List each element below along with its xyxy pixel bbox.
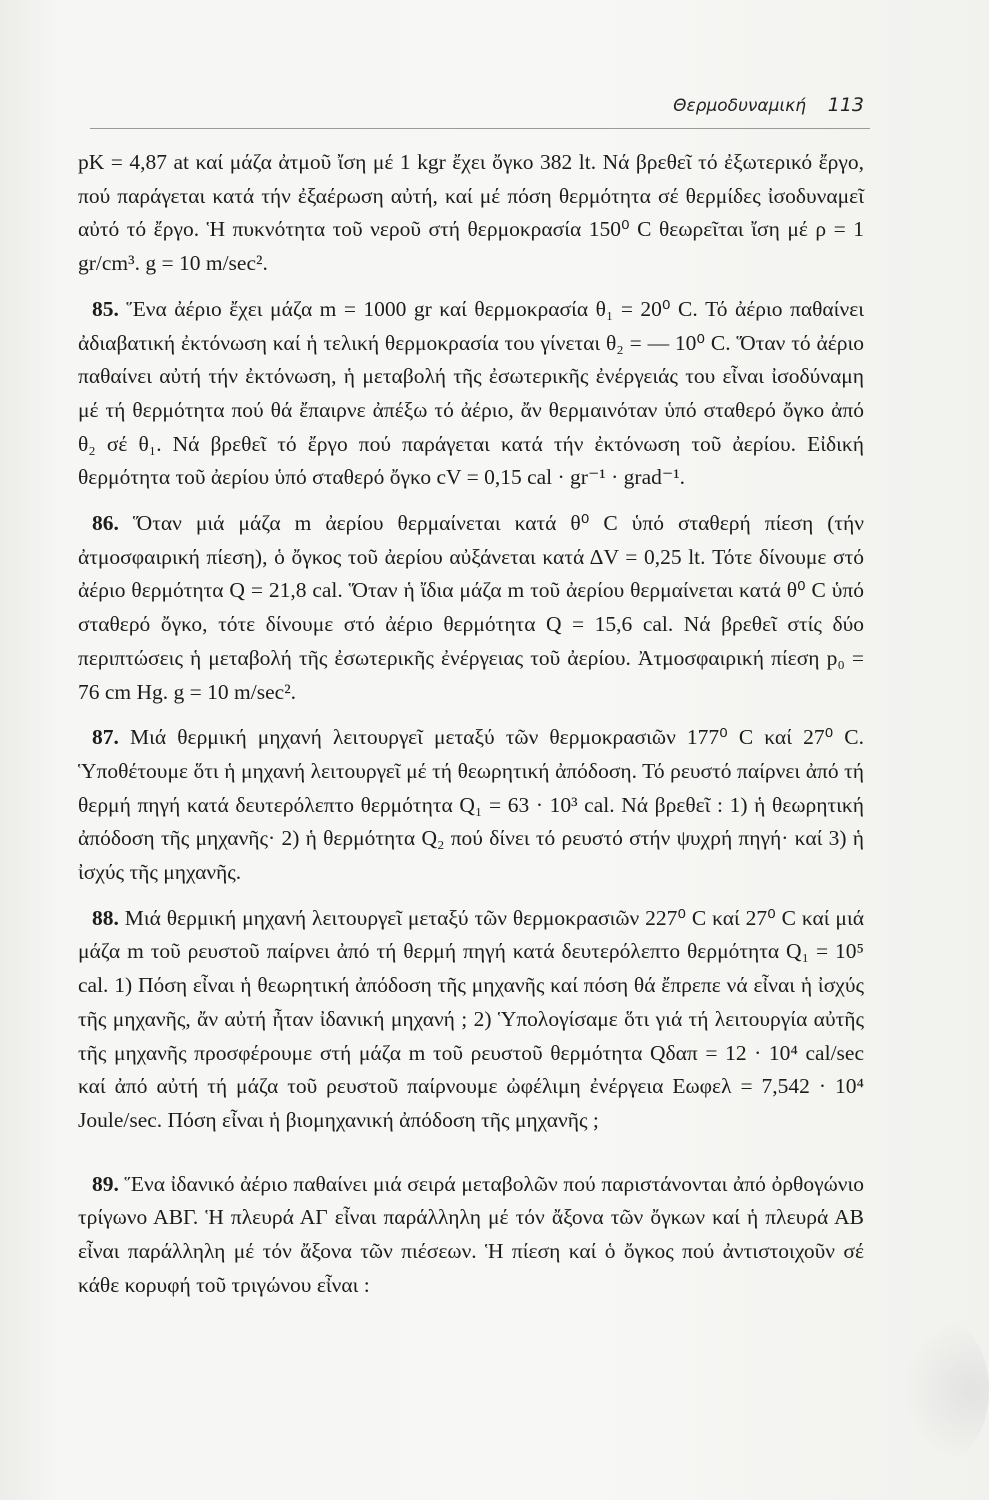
problem-85 [78,293,864,495]
running-head [590,92,870,122]
problem-number: 88. [92,905,119,930]
problem-88 [78,902,864,1138]
paragraph-text: pK = 4,87 at καί μάζα ἀτμοῦ ἴση μέ 1 kgr ἔχει ὄγκο 382 lt. Νά βρεθεῖ τό ἐξωτερικό ἔργο, πού παράγεται κατά τήν ἐξαέρωση αὐτή, καί μέ πόση θερμότητα σέ θερμίδες ἰσοδυναμεῖ αὐτό τό ἔργο. Ἡ πυκνότητα τοῦ νεροῦ στή θερμοκρασία 150⁰ C θεωρεῖται ἴση μέ ρ = 1 gr/cm³. g = 10 m/sec². [78,150,864,276]
problem-text: Ὅταν μιά μάζα m ἀερίου θερμαίνεται κατά θ⁰ C ὑπό σταθερή πίεση (τήν ἀτμοσφαιρική πίεση), ὁ ὄγκος τοῦ ἀερίου αὐξάνεται κατά ΔV = 0,25 lt. Τότε δίνουμε στό ἀέριο θερμότητα Q = 21,8 cal. Ὅταν ἡ ἴδια μάζα m τοῦ ἀερίου θερμαίνεται κατά θ⁰ C ὑπό σταθερό ὄγκο, τότε δίνουμε στό ἀέριο θερμότητα Q = 15,6 cal. Νά βρεθεῖ στίς δύο περιπτώσεις ἡ μεταβολή τῆς ἐσωτερικῆς ἐνέργειας τοῦ ἀερίου. Ἀτμοσφαιρική πίεση p₀ = 76 cm Hg. g = 10 m/sec². [78,511,865,704]
chapter-title: Θερμοδυναμική [673,96,806,116]
page-stain [899,1320,989,1460]
problem-number: 86. [92,511,119,536]
page-body [78,146,864,1303]
problem-text: Μιά θερμική μηχανή λειτουργεῖ μεταξύ τῶν θερμοκρασιῶν 177⁰ C καί 27⁰ C. Ὑποθέτουμε ὅτι ἡ μηχανή λειτουργεῖ μέ τή θεωρητική ἀπόδοση. Τό ρευστό παίρνει ἀπό τή θερμή πηγή κατά δευτερόλεπτο θερμότητα Q₁ = 63 · 10³ cal. Νά βρεθεῖ : 1) ἡ θεωρητική ἀπόδοση τῆς μηχανῆς· 2) ἡ θερμότητα Q₂ πού δίνει τό ρευστό στήν ψυχρή πηγή· καί 3) ἡ ἰσχύς τῆς μηχανῆς. [78,725,865,885]
problem-text: Ἕνα ἀέριο ἔχει μάζα m = 1000 gr καί θερμοκρασία θ₁ = 20⁰ C. Τό ἀέριο παθαίνει ἀδιαβατική ἐκτόνωση καί ἡ τελική θερμοκρασία του γίνεται θ₂ = — 10⁰ C. Ὅταν τό ἀέριο παθαίνει αὐτή τήν ἐκτόνωση, ἡ μεταβολή τῆς ἐσωτερικῆς ἐνέργειάς του εἶναι ἰσοδύναμη μέ τή θερμότητα πού θά ἔπαιρνε ἀπέξω τό ἀέριο, ἄν θερμαινόταν ὑπό σταθερό ὄγκο ἀπό θ₂ σέ θ₁. Νά βρεθεῖ τό ἔργο πού παράγεται κατά τήν ἐκτόνωση τοῦ ἀερίου. Εἰδική θερμότητα τοῦ ἀερίου ὑπό σταθερό ὄγκο cV = 0,15 cal · gr⁻¹ · grad⁻¹. [78,296,865,490]
problem-text: Ἕνα ἰδανικό ἀέριο παθαίνει μιά σειρά μεταβολῶν πού παριστάνονται ἀπό ὀρθογώνιο τρίγωνο ΑΒΓ. Ἡ πλευρά ΑΓ εἶναι παράλληλη μέ τόν ἄξονα τῶν ὄγκων καί ἡ πλευρά ΑΒ εἶναι παράλληλη μέ τόν ἄξονα τῶν πιέσεων. Ἡ πίεση καί ὁ ὄγκος πού ἀντιστοιχοῦν σέ κάθε κορυφή τοῦ τριγώνου εἶναι : [78,1171,864,1297]
problem-87 [78,721,864,890]
problem-number: 89. [92,1171,119,1196]
problem-text: Μιά θερμική μηχανή λειτουργεῖ μεταξύ τῶν θερμοκρασιῶν 227⁰ C καί 27⁰ C καί μιά μάζα m τοῦ ρευστοῦ παίρνει ἀπό τή θερμή πηγή κατά δευτερόλεπτο θερμότητα Q₁ = 10⁵ cal. 1) Πόση εἶναι ἡ θεωρητική ἀπόδοση τῆς μηχανῆς καί πόση θά ἔπρεπε νά εἶναι ἡ ἰσχύς τῆς μηχανῆς, ἄν αὐτή ἦταν ἰδανική μηχανή ; 2) Ὑπολογίσαμε ὅτι γιά τή λειτουργία αὐτῆς τῆς μηχανῆς προσφέρουμε στή μάζα m τοῦ ρευστοῦ θερμότητα Qδαπ = 12 · 10⁴ cal/sec καί ἀπό αὐτή τή μάζα τοῦ ρευστοῦ παίρνουμε ὠφέλιμη ἐνέργεια Eωφελ = 7,542 · 10⁴ Joule/sec. Πόση εἶναι ἡ βιομηχανική ἀπόδοση τῆς μηχανῆς ; [78,905,864,1132]
continued-problem-text [78,146,864,281]
problem-number: 85. [92,296,119,321]
problem-89 [78,1168,864,1303]
problem-86 [78,507,864,709]
page-number: 113 [827,94,864,116]
problem-number: 87. [92,725,119,750]
header-rule [90,128,870,129]
